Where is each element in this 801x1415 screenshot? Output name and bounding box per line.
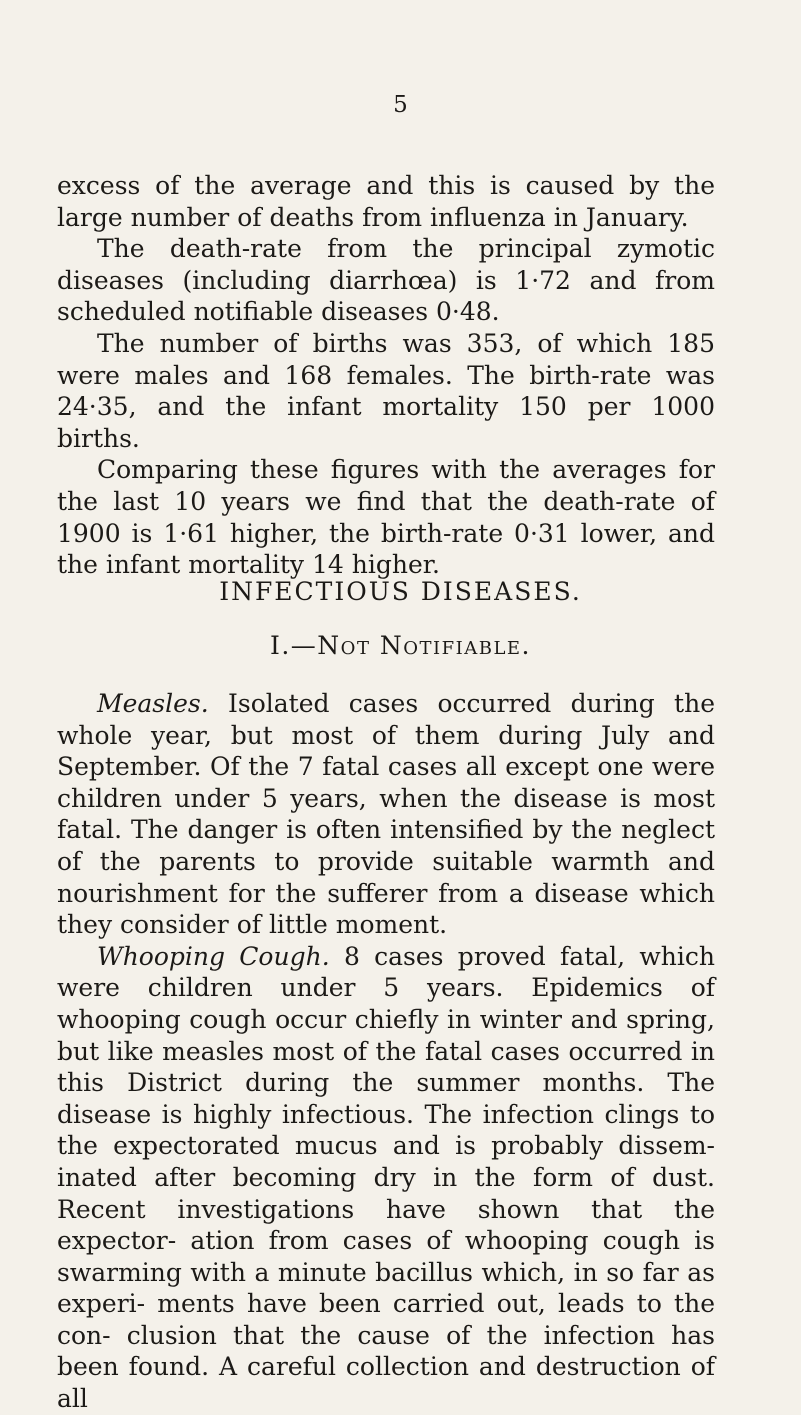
page-number: 5 xyxy=(393,92,408,118)
intro-paragraph-4: Comparing these figures with the averages for the last 10 years we find that the death-rate of 1900 is 1·61 higher, the birth-rate 0·31 lower, and the infant mortality 14 higher. xyxy=(57,455,715,580)
measles-title: Measles. xyxy=(97,689,209,718)
intro-paragraph-1: excess of the average and this is caused by the large number of deaths from influenza in January. xyxy=(57,171,715,232)
whooping-cough-title: Whooping Cough. xyxy=(97,941,330,971)
section-heading: INFECTIOUS DISEASES. xyxy=(219,577,582,606)
intro-text xyxy=(57,170,715,581)
intro-paragraph-3: The number of births was 353, of which 185 were males and 168 females. The birth-rate was 24·35, and the infant mortality 150 per 1000 births. xyxy=(57,328,715,453)
section-subheading: I.—Not Notifiable. xyxy=(269,631,532,660)
intro-paragraph-2: The death-rate from the principal zymotic diseases (including diarrhœa) is 1·72 and from scheduled notifiable diseases 0·48. xyxy=(57,234,715,327)
whooping-cough-body: 8 cases proved fatal, which were children under 5 years. Epidemics of whooping cough occur chiefly in winter and spring, but like measles most of the fatal cases occurred in this District during the summer months. The disease is highly infectious. The infection clings to the expectorated mucus and is probably dissem- inated after becoming dry in the form of dust. Recent investigations have shown that the expector- ation from cases of whooping cough is swarming with a minute bacillus which, in so far as experi- ments have been carried out, leads to the con- clusion that the cause of the infection has been found. A careful collection and destruction of all xyxy=(57,941,715,1414)
diseases-text xyxy=(57,688,715,1415)
whooping-cough-paragraph xyxy=(57,941,715,1415)
measles-body: Isolated cases occurred during the whole year, but most of them during July and September. Of the 7 fatal cases all except one were children under 5 years, when the disease is most fatal. The danger is often intensified by the neglect of the parents to provide suitable warmth and nourishment for the sufferer from a disease which they consider of little moment. xyxy=(57,689,715,940)
measles-paragraph xyxy=(57,688,715,941)
